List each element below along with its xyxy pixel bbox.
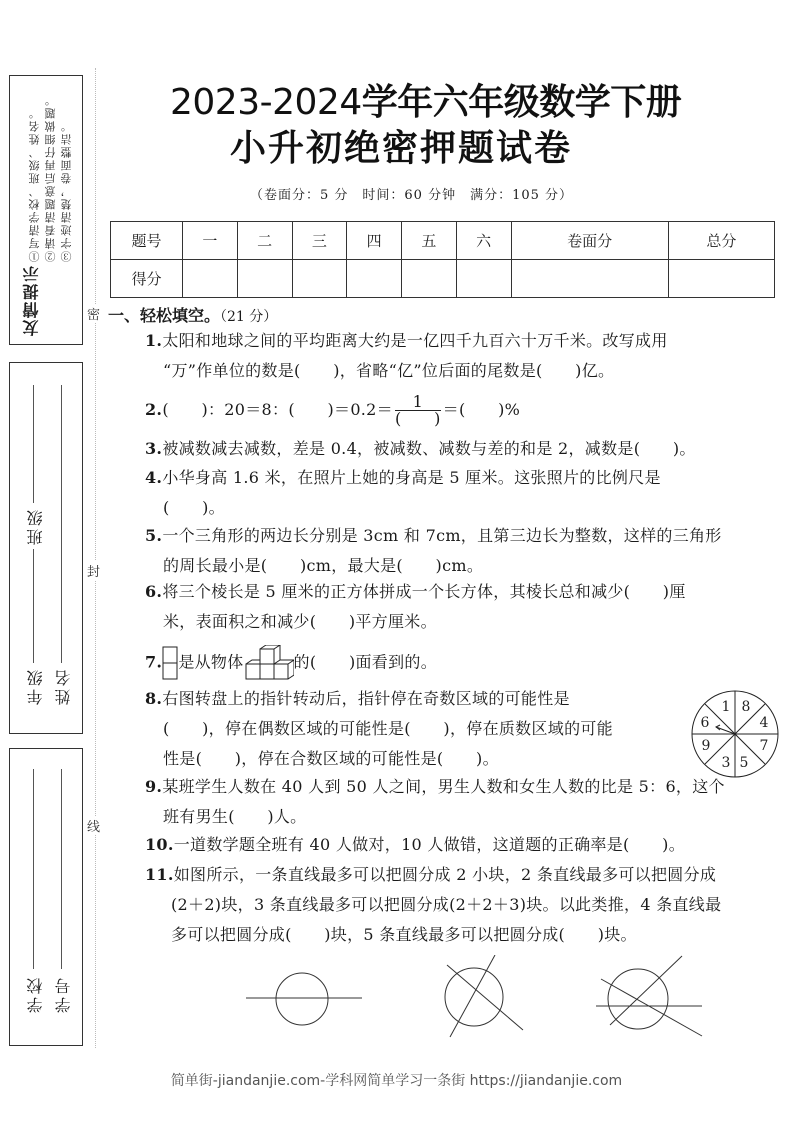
header-cell: 题号 (111, 222, 183, 260)
circle-two-lines-icon (445, 955, 523, 1037)
spinner-number: 6 (700, 715, 710, 731)
question-number: 11. (145, 865, 174, 884)
header-cell: 六 (456, 222, 511, 260)
grade-label: 年级 (24, 663, 47, 709)
question-text: 将三个棱长是 5 厘米的正方体拼成一个长方体，其棱长总和减少( )厘 (162, 582, 686, 601)
fold-mark-line: 线 (87, 816, 100, 835)
school-info-box (9, 748, 83, 1046)
name-label: 姓名 (52, 663, 75, 709)
score-cell[interactable] (183, 260, 238, 298)
spinner-number: 1 (721, 699, 731, 715)
student-id-column (52, 749, 72, 1045)
question-5 (145, 521, 780, 581)
header-cell: 一 (183, 222, 238, 260)
question-text: 的周长最小是( )cm，最大是( )cm。 (163, 556, 484, 575)
question-text: ＝( )% (442, 400, 521, 419)
question-6 (145, 577, 780, 637)
header-cell: 四 (347, 222, 402, 260)
question-text: 右图转盘上的指针转动后，指针停在奇数区域的可能性是 (162, 689, 570, 708)
question-number: 1. (145, 331, 163, 350)
circle-division-figures (240, 955, 720, 1040)
header-cell: 卷面分 (511, 222, 668, 260)
spinner-wheel-icon (690, 689, 780, 779)
question-10 (145, 830, 780, 860)
question-number: 5. (145, 526, 163, 545)
question-text: 一道数学题全班有 40 人做对，10 人做错，这道题的正确率是( )。 (173, 835, 686, 854)
question-7 (145, 645, 780, 681)
spinner-number: 5 (739, 755, 749, 771)
spinner-number: 9 (701, 738, 711, 754)
question-text: 的( )面看到的。 (293, 652, 438, 672)
fold-mark-envelope: 封 (87, 561, 100, 580)
question-number: 3. (145, 439, 163, 458)
spinner-number: 3 (721, 755, 731, 771)
question-text: ( )，停在偶数区域的可能性是( )，停在质数区域的可能 (163, 719, 613, 738)
name-column (52, 363, 72, 733)
score-cell[interactable] (402, 260, 457, 298)
question-1 (145, 326, 780, 386)
exam-score-info: （卷面分：5 分 时间：60 分钟 满分：105 分） (250, 188, 574, 203)
name-line[interactable] (61, 385, 62, 675)
score-row-label: 得分 (111, 260, 183, 298)
footer-watermark: 简单街-jiandanjie.com-学科网简单学习一条街 https://jiandanjie.com (170, 1073, 623, 1089)
question-text: 某班学生人数在 40 人到 50 人之间，男生人数和女生人数的比是 5：6，这个 (162, 777, 725, 796)
tips-title: 友情提示 (22, 264, 41, 336)
question-text: 小华身高 1.6 米，在照片上她的身高是 5 厘米。这张照片的比例尺是 (162, 468, 661, 487)
question-9 (145, 772, 780, 832)
score-table-header-row (111, 222, 775, 260)
header-cell: 总分 (668, 222, 774, 260)
fold-mark-seal: 密 (87, 304, 100, 323)
fraction-denominator: ( ) (394, 409, 441, 428)
page-title-line2: 小升初绝密押题试卷 (230, 128, 573, 169)
score-cell[interactable] (292, 260, 347, 298)
header-cell: 五 (402, 222, 457, 260)
title-subject: 学年六年级数学下册 (361, 82, 682, 123)
score-cell[interactable] (668, 260, 774, 298)
tips-box (9, 75, 83, 345)
front-view-figure-icon (162, 646, 178, 680)
spinner-number: 4 (759, 715, 769, 731)
fold-line (95, 68, 96, 1048)
header-cell: 三 (292, 222, 347, 260)
section-1-title (108, 303, 277, 326)
score-cell[interactable] (456, 260, 511, 298)
tip-3: ③字迹清楚，卷面整洁。 (60, 119, 73, 262)
circle-one-line-icon (246, 973, 362, 1025)
question-text: 多可以把圆分成( )块，5 条直线最多可以把圆分成( )块。 (171, 925, 637, 944)
question-8 (145, 684, 690, 774)
school-label: 学校 (24, 971, 47, 1017)
question-number: 9. (145, 777, 163, 796)
grade-class-column (24, 363, 44, 733)
student-id-line[interactable] (61, 769, 62, 969)
question-text: ( )。 (163, 498, 225, 517)
student-info-box (9, 362, 83, 734)
question-text: 被减数减去减数，差是 0.4，被减数、减数与差的和是 2，减数是( )。 (162, 439, 696, 458)
question-number: 8. (145, 689, 163, 708)
question-text: 一个三角形的两边长分别是 3cm 和 7cm，且第三边长为整数，这样的三角形 (162, 526, 722, 545)
school-line[interactable] (33, 769, 34, 969)
question-text: 班有男生( )人。 (163, 807, 307, 826)
question-text: ( )：20＝8：( )＝0.2＝ (162, 400, 393, 419)
question-text: 太阳和地球之间的平均距离大约是一亿四千九百六十万千米。改写成用 (162, 331, 668, 350)
question-number: 7. (145, 652, 163, 672)
question-4 (145, 463, 780, 523)
question-number: 2. (145, 400, 163, 419)
question-3 (145, 434, 780, 464)
cube-stack-figure-icon (244, 645, 294, 681)
fraction-numerator: 1 (395, 394, 441, 411)
score-table (110, 221, 775, 298)
tip-2: ②请看清题意后再仔细做题。 (44, 93, 57, 262)
student-id-label: 学号 (52, 971, 75, 1017)
score-cell[interactable] (237, 260, 292, 298)
question-number: 4. (145, 468, 163, 487)
section-1-heading: 一、轻松填空。 (108, 306, 221, 325)
title-year: 2023-2024 (170, 82, 362, 123)
score-table-score-row (111, 260, 775, 298)
page-title-line1 (170, 74, 681, 125)
circle-three-lines-icon (596, 956, 702, 1036)
section-1-points: （21 分） (220, 309, 278, 325)
header-cell: 二 (237, 222, 292, 260)
class-label: 班级 (24, 503, 47, 549)
fraction (395, 394, 441, 427)
spinner-number: 8 (741, 699, 751, 715)
question-11 (145, 860, 780, 950)
score-cell[interactable] (511, 260, 668, 298)
school-column (24, 749, 44, 1045)
question-text: (2＋2)块，3 条直线最多可以把圆分成(2＋2＋3)块。以此类推，4 条直线最 (171, 895, 722, 914)
score-cell[interactable] (347, 260, 402, 298)
question-2 (145, 394, 780, 427)
tip-1: ①写清学校、班级、姓名。 (28, 106, 41, 262)
question-text: 性是( )，停在合数区域的可能性是( )。 (163, 749, 499, 768)
spinner-number: 7 (759, 738, 769, 754)
question-text: 如图所示，一条直线最多可以把圆分成 2 小块，2 条直线最多可以把圆分成 (173, 865, 717, 884)
question-text: 米，表面积之和减少( )平方厘米。 (163, 612, 437, 631)
question-text: 是从物体 (178, 652, 244, 672)
question-number: 10. (145, 835, 174, 854)
question-number: 6. (145, 582, 163, 601)
question-text: “万”作单位的数是( )，省略“亿”位后面的尾数是( )亿。 (163, 361, 615, 380)
